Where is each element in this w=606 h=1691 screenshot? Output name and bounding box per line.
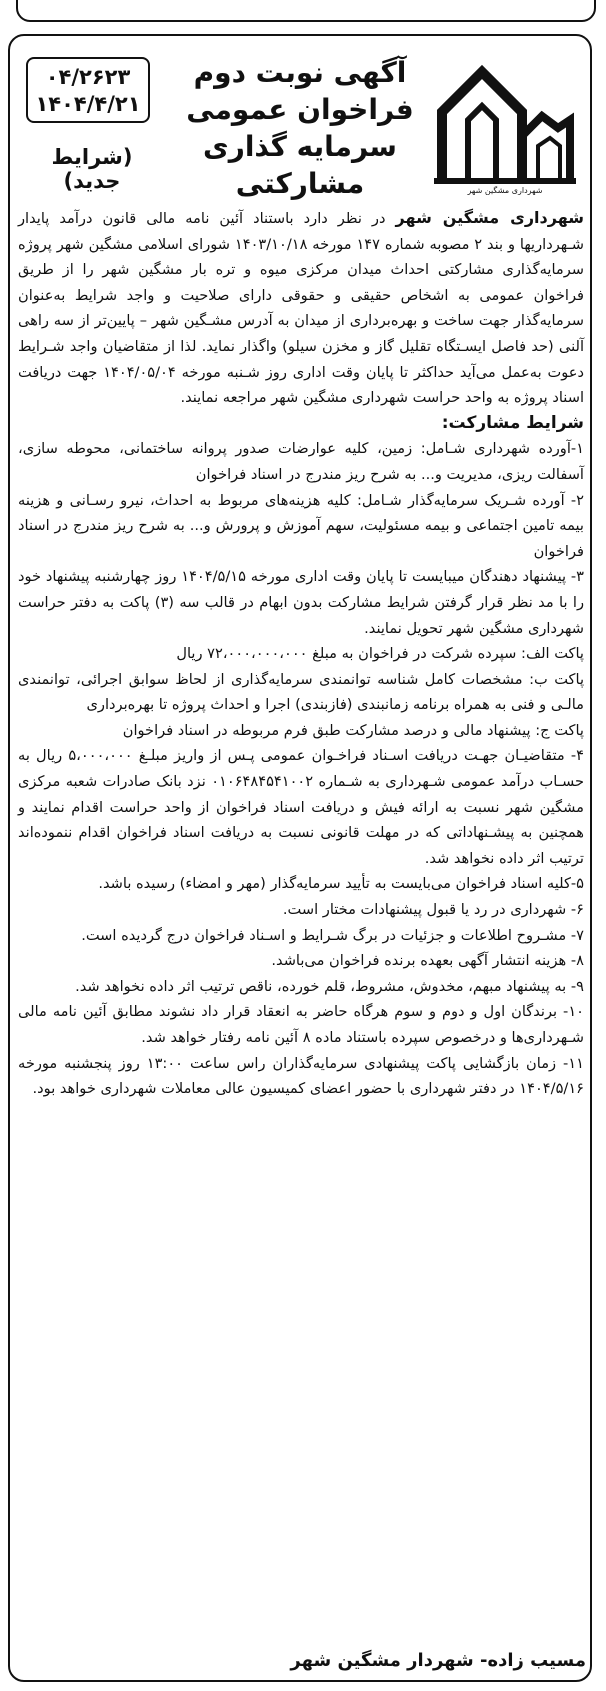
condition-item-1: ۱-آورده شهرداری شـامل: زمین، کلیه عوارضات صدور پروانه ساختمانی، محوطه سازی، آسفالت ریزی، مدیریت و... به شرح ریز مندرج در اسناد فراخوان	[18, 440, 584, 483]
intro-text: در نظر دارد باستناد آئین نامه مالی قانون درآمد پایدار شـهرداریها و بند ۲ مصوبه شماره ۱۴۷ مورخه ۱۴۰۳/۱۰/۱۸ شورای اسلامی مشگین شهر پروژه سرمایه‌گذاری مشارکتی احداث میدان مرکزی میوه و تره بار مشگین شهر را از طریق فراخوان عمومی به اشخاص حقیقی و حقوقی دارای صلاحیت و واجد شرایط به‌عنوان سرمایه‌گذار جهت ساخت و بهره‌برداری از میدان به آدرس مشـگین شهر – پایین‌تر از سه راهی آلنی (حد فاصل ایسـتگاه تقلیل گاز و مخزن سیلو) واگذار نماید. لذا از متقاضیان واجد شـرایط دعوت به‌عمل می‌آید حداکثر تا پایان وقت اداری روز شـنبه مورخه ۱۴۰۴/۰۵/۰۴ جهت دریافت اسناد پروژه به واحد حراست شهرداری مشگین شهر مراجعه نمایند.	[18, 210, 585, 407]
condition-item-3: ۳- پیشنهاد دهندگان میبایست تا پایان وقت اداری مورخه ۱۴۰۴/۵/۱۵ روز چهارشنبه پیشنهاد خود را با مد نظر قرار گرفتن شرایط مشارکت بدون ابهام در قالب سه (۳) پاکت به دفتر حراست شهرداری مشگین شهر تحویل نمایند.	[18, 568, 584, 637]
title-line-3: سرمایه گذاری	[203, 130, 397, 163]
condition-item-10: ۱۰- برندگان اول و دوم و سوم هرگاه حاضر به انعقاد قرار داد نشوند مطابق آئین نامه مالی شـهرداری‌ها و درخصوص سپرده باستناد ماده ۸ آئین نامه رفتار خواهد شد.	[18, 1003, 584, 1046]
ad-date: ۱۴۰۴/۴/۲۱	[35, 92, 141, 116]
condition-item-5: ۵-کلیه اسناد فراخوان می‌بایست به تأیید سرمایه‌گذار (مهر و امضاء) رسیده باشد.	[98, 875, 584, 893]
title-line-2: فراخوان عمومی	[186, 93, 414, 126]
municipality-logo	[430, 50, 580, 195]
logo-caption: شهرداری مشگین شهر	[467, 186, 543, 195]
title-line-4: مشارکتی	[235, 167, 365, 200]
condition-item-11: ۱۱- زمان بازگشایی پاکت پیشنهادی سرمایه‌گذاران راس ساعت ۱۳:۰۰ روز پنجشنبه مورخه ۱۴۰۴/۵/۱۶ در دفتر شهرداری با حضور اعضای کمیسیون عالی معاملات شهرداری خواهد بود.	[18, 1054, 584, 1098]
section-title: شرایط مشارکت:	[441, 412, 584, 433]
condition-item-7: ۷- مشـروح اطلاعات و جزئیات در برگ شـرایط و اسـناد فراخوان درج گردیده است.	[81, 926, 584, 944]
intro-paragraph	[18, 205, 584, 411]
envelope-b: پاکت ب: مشخصات کامل شناسه توانمندی سرمایه‌گذاری از لحاظ سوابق اجرائی، توانمندی مالـی و فنی به همراه برنامه زمانبندی (فازبندی) اجرا و احداث پروژه تا بهره‌برداری	[18, 670, 584, 714]
ad-title	[160, 54, 440, 202]
envelope-a: پاکت الف: سپرده شرکت در فراخوان به مبلغ ۷۲،۰۰۰،۰۰۰،۰۰۰ ریال	[176, 645, 584, 663]
condition-item-4: ۴- متقاضیـان جهـت دریافت اسـناد فراخـوان عمومی پـس از واریز مبلـغ ۵،۰۰۰،۰۰۰ ریال به حسـاب درآمد عمومی شـهرداری به شـماره ۰۱۰۶۴۸۴۵۴۱۰۰۲ نزد بانک صادرات شعبه مرکزی مشگین شهر نسبت به ارائه فیش و دریافت اسناد فراخوان از واحد حراست اقدام نمایند و همچنین به پیشـنهاداتی که در مهلت قانونی نسبت به دریافت اسناد فراخوان اقدام ننموده‌اند ترتیب اثر داده نخواهد شد.	[18, 747, 585, 867]
lead-name: شهرداری مشگین شهر	[395, 208, 585, 227]
envelope-c: پاکت ج: پیشنهاد مالی و درصد مشارکت طبق فرم مربوطه در اسناد فراخوان	[122, 721, 584, 739]
condition-item-2: ۲- آورده شـریک سرمایه‌گذار شـامل: کلیه هزینه‌های مربوط به احداث، نیرو رسـانی و هزینه بیمه تامین اجتماعی و بیمه مسئولیت، سهم آموزش و پرورش و... به شرح ریز مندرج در اسناد فراخوان	[18, 491, 584, 560]
top-border-fragment	[16, 0, 596, 22]
ad-body	[18, 205, 584, 1102]
ad-reference-box	[26, 57, 150, 123]
condition-item-9: ۹- به پیشنهاد مبهم، مخدوش، مشروط، قلم خورده، ناقص ترتیب اثر داده نخواهد شد.	[75, 977, 584, 995]
new-conditions-label: (شرایط جدید)	[51, 145, 133, 193]
ad-number: ۰۴/۲۶۲۳	[45, 65, 131, 89]
signature: مسیب زاده- شهردار مشگین شهر	[290, 1650, 586, 1671]
condition-item-8: ۸- هزینه انتشار آگهی بعهده برنده فراخوان می‌باشد.	[271, 952, 584, 970]
condition-item-6: ۶- شهرداری در رد یا قبول پیشنهادات مختار است.	[282, 901, 584, 919]
title-line-1: آگهی نوبت دوم	[193, 56, 407, 89]
